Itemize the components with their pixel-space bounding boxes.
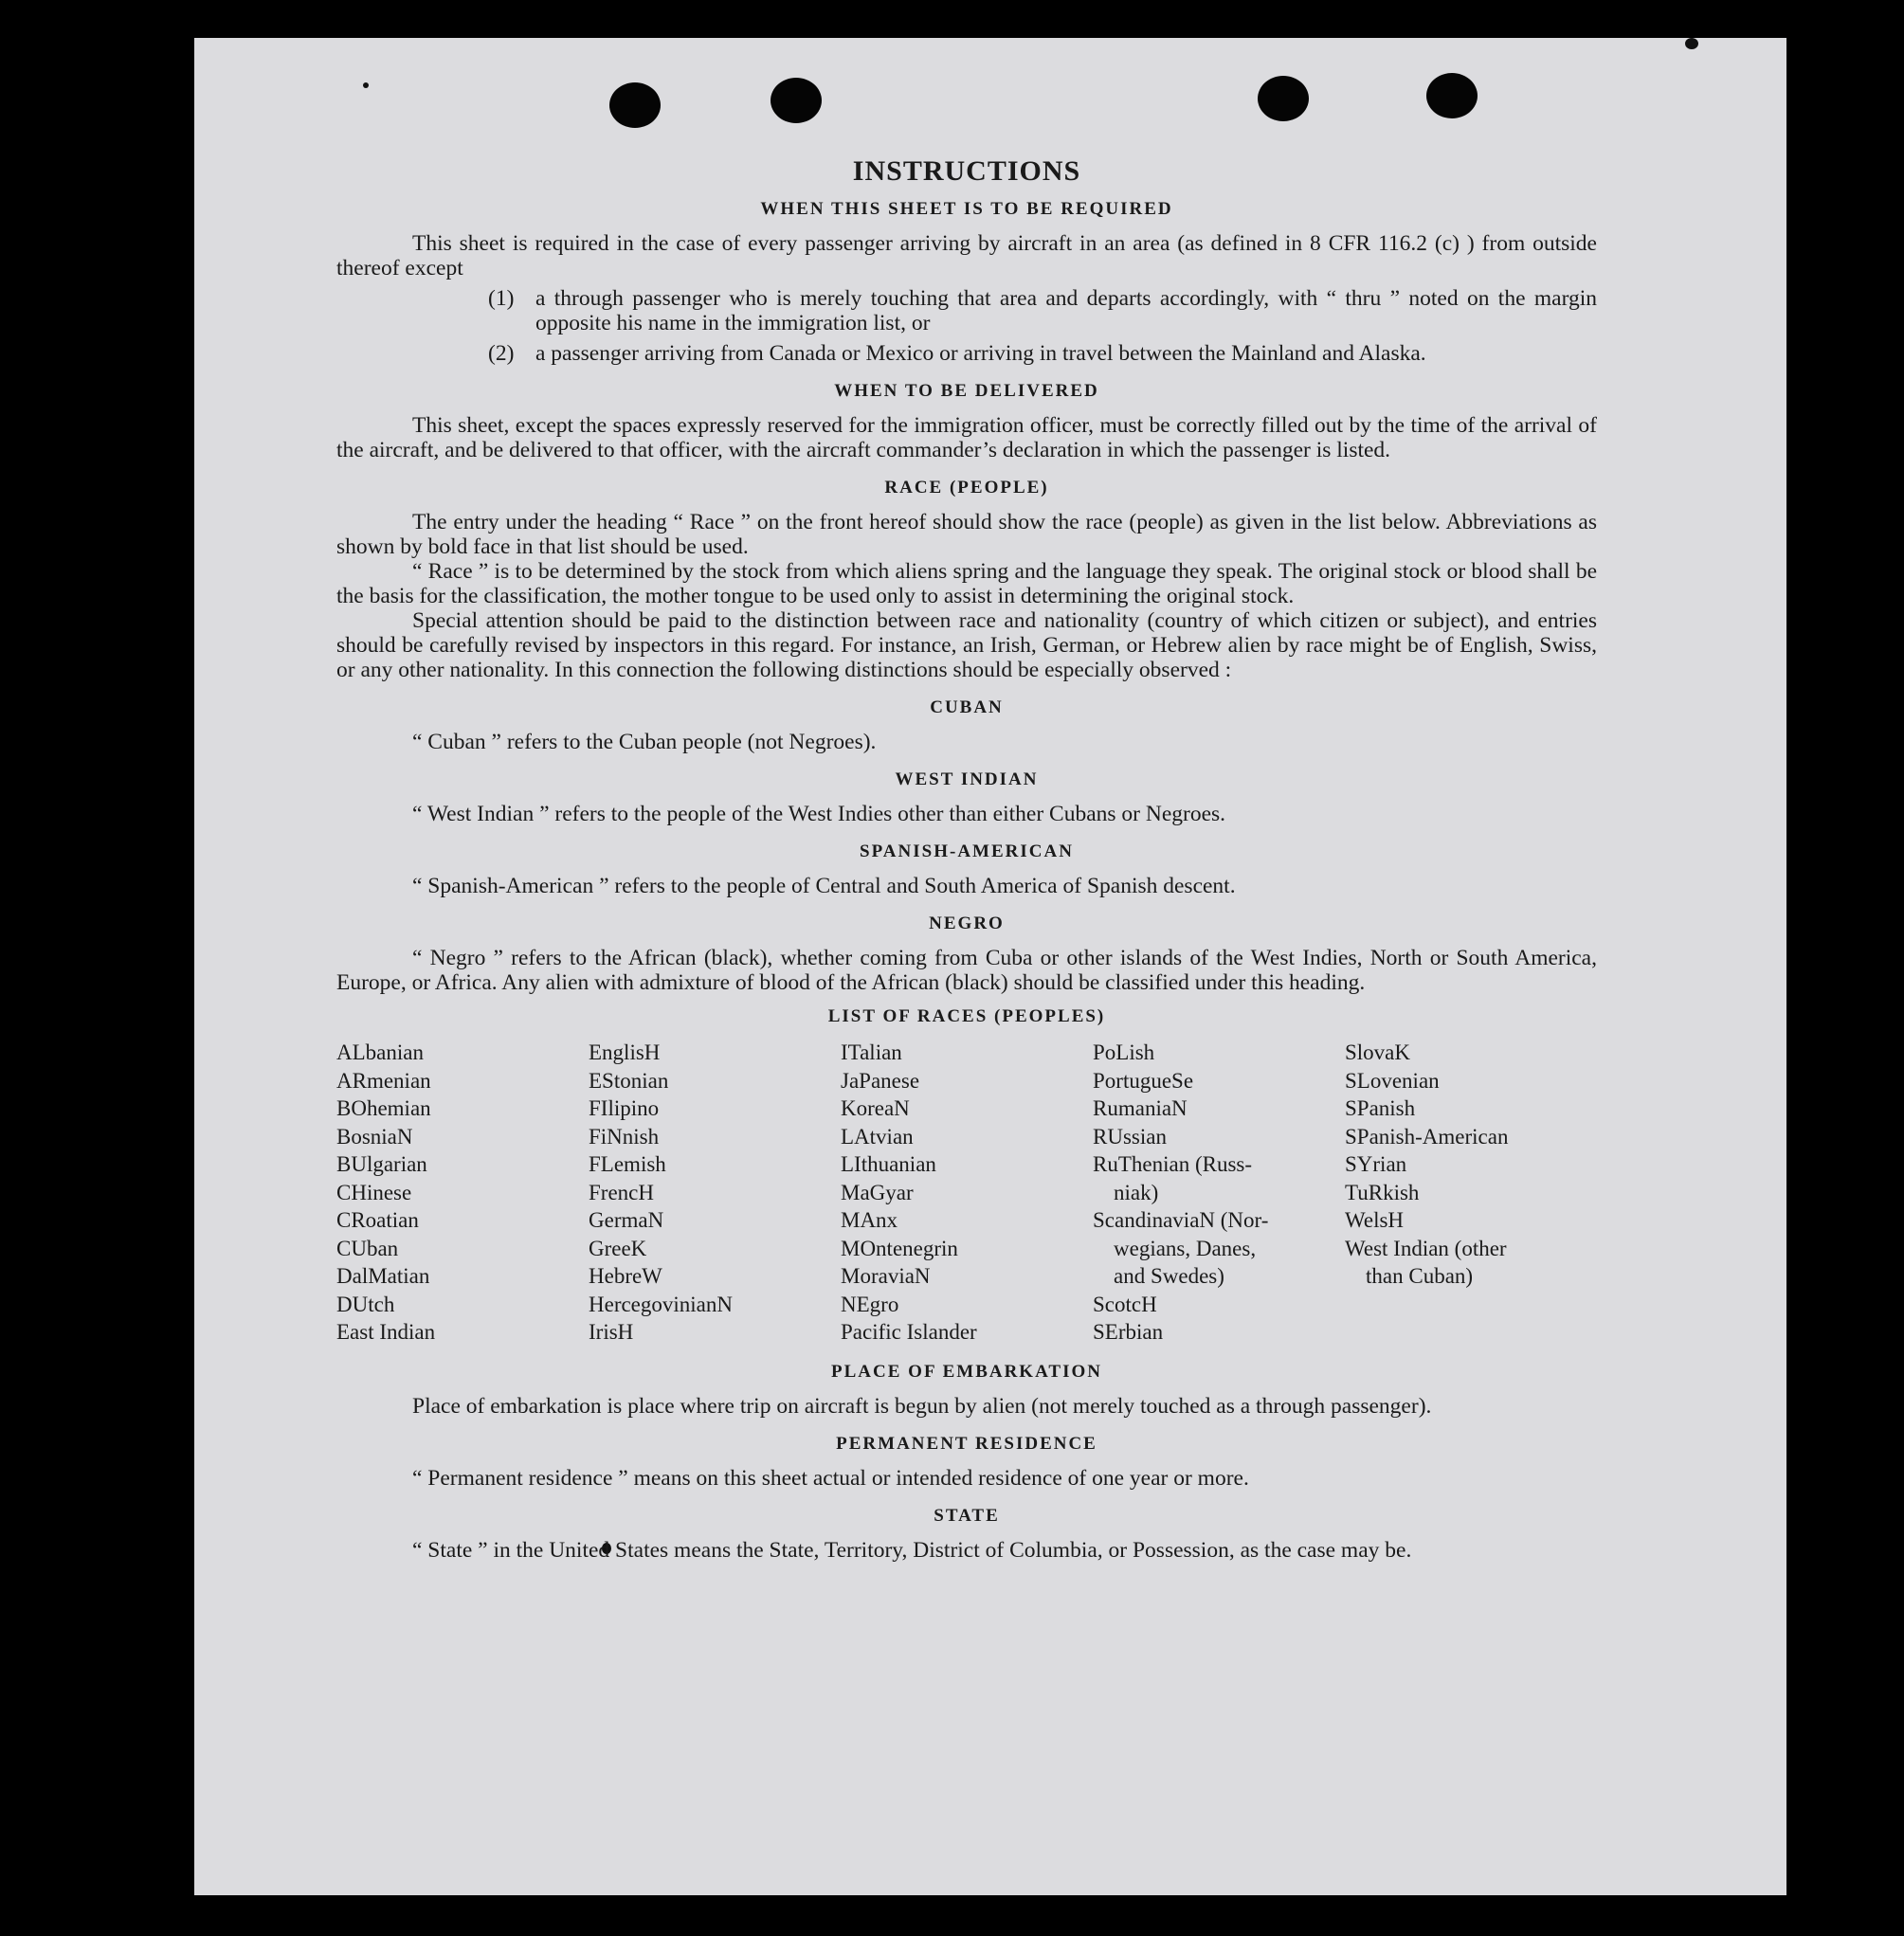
race-entry: SPanish	[1345, 1096, 1416, 1120]
race-entry: LAtvian	[841, 1124, 914, 1149]
race-entry: FiNnish	[589, 1124, 660, 1149]
heading-spanish-american: SPANISH-AMERICAN	[860, 841, 1074, 861]
race-entry: CUban	[336, 1236, 399, 1260]
exception-item	[488, 341, 1597, 366]
punch-hole	[1258, 76, 1309, 121]
heading-cuban: CUBAN	[930, 697, 1004, 717]
race-list	[336, 1039, 1597, 1347]
race-entry: KoreaN	[841, 1096, 910, 1120]
race-entry: and Swedes)	[1114, 1264, 1224, 1288]
race-entry: CRoatian	[336, 1208, 419, 1232]
race-entry: ScotcH	[1093, 1292, 1157, 1316]
speck-mark	[363, 82, 369, 88]
when-required-intro: This sheet is required in the case of every passenger arriving by aircraft in an area (as defined in 8 CFR 116.2 (c) ) from outside thereof except	[336, 231, 1597, 280]
heading-permanent-residence: PERMANENT RESIDENCE	[836, 1433, 1097, 1454]
exception-text: a through passenger who is merely touching that area and departs accordingly, with “ thru ” noted on the margin opposite his name in the immigration list, or	[535, 286, 1597, 335]
race-entry: ScandinaviaN (Nor-	[1093, 1208, 1269, 1232]
heading-west-indian: WEST INDIAN	[895, 769, 1039, 789]
speck-mark	[1685, 38, 1698, 49]
race-entry: ALbanian	[336, 1040, 424, 1064]
race-entry: SLovenian	[1345, 1068, 1440, 1093]
heading-race: RACE (PEOPLE)	[884, 478, 1049, 498]
race-entry: RuThenian (Russ-	[1093, 1152, 1253, 1176]
race-entry: NEgro	[841, 1292, 899, 1316]
race-entry: GermaN	[589, 1208, 664, 1232]
exception-number: (2)	[488, 341, 515, 366]
punch-hole	[1426, 73, 1478, 118]
race-entry: HercegovinianN	[589, 1292, 733, 1316]
instructions-content	[336, 155, 1597, 1563]
race-entry: EStonian	[589, 1068, 669, 1093]
race-entry: CHinese	[336, 1180, 412, 1204]
race-entry: PortugueSe	[1093, 1068, 1194, 1093]
race-entry: SlovaK	[1345, 1040, 1410, 1064]
race-entry: IrisH	[589, 1320, 634, 1344]
race-entry: MoraviaN	[841, 1264, 931, 1288]
race-paragraph-2: “ Race ” is to be determined by the stock from which aliens spring and the language they speak. The original stock or blood shall be the basis for the classification, the mother tongue to be used only to assist in determining the original stock.	[336, 559, 1597, 608]
negro-text: “ Negro ” refers to the African (black), whether coming from Cuba or other islands of the West Indies, North or South America, Europe, or Africa. Any alien with admixture of blood of the African (black) should be classified under this heading.	[336, 946, 1597, 995]
race-entry: ITalian	[841, 1040, 902, 1064]
exception-text: a passenger arriving from Canada or Mexico or arriving in travel between the Mainland and Alaska.	[535, 341, 1426, 366]
punch-hole	[771, 78, 822, 123]
race-entry: TuRkish	[1345, 1180, 1420, 1204]
race-entry: Pacific Islander	[841, 1320, 977, 1344]
heading-when-delivered: WHEN TO BE DELIVERED	[834, 381, 1099, 401]
race-entry: EnglisH	[589, 1040, 661, 1064]
race-column	[1093, 1039, 1345, 1347]
cuban-text: “ Cuban ” refers to the Cuban people (not Negroes).	[412, 730, 877, 754]
race-entry: than Cuban)	[1366, 1264, 1474, 1288]
race-entry: niak)	[1114, 1180, 1159, 1204]
race-column	[336, 1039, 589, 1347]
document-sheet	[194, 38, 1786, 1895]
race-entry: MOntenegrin	[841, 1236, 958, 1260]
race-entry: GreeK	[589, 1236, 647, 1260]
heading-when-required: WHEN THIS SHEET IS TO BE REQUIRED	[760, 199, 1173, 219]
heading-list-of-races: LIST OF RACES (PEOPLES)	[827, 1006, 1106, 1026]
race-entry: BUlgarian	[336, 1152, 427, 1176]
permanent-residence-text: “ Permanent residence ” means on this sheet actual or intended residence of one year or more.	[412, 1465, 1249, 1491]
heading-state: STATE	[934, 1505, 1000, 1526]
race-entry: RumaniaN	[1093, 1096, 1188, 1120]
race-entry: SPanish-American	[1345, 1124, 1509, 1149]
punch-hole	[609, 82, 661, 128]
when-delivered-text: This sheet, except the spaces expressly reserved for the immigration officer, must be correctly filled out by the time of the arrival of the aircraft, and be delivered to that officer, with the aircraft commander’s declaration in which the passenger is listed.	[336, 413, 1597, 462]
race-entry: SErbian	[1093, 1320, 1164, 1344]
race-column	[589, 1039, 841, 1347]
race-entry: JaPanese	[841, 1068, 920, 1093]
spanish-american-text: “ Spanish-American ” refers to the people of Central and South America of Spanish descent.	[412, 874, 1236, 898]
heading-negro: NEGRO	[929, 914, 1005, 933]
race-entry: SYrian	[1345, 1152, 1407, 1176]
race-entry: BosniaN	[336, 1124, 413, 1149]
race-entry: DalMatian	[336, 1264, 430, 1288]
race-entry: ARmenian	[336, 1068, 431, 1093]
heading-embarkation: PLACE OF EMBARKATION	[831, 1361, 1102, 1382]
page-title: INSTRUCTIONS	[852, 155, 1081, 187]
race-entry: FIlipino	[589, 1096, 660, 1120]
race-entry: FrencH	[589, 1180, 654, 1204]
race-entry: wegians, Danes,	[1114, 1236, 1257, 1260]
race-entry: West Indian (other	[1345, 1236, 1507, 1260]
exception-number: (1)	[488, 286, 515, 311]
race-entry: WelsH	[1345, 1208, 1405, 1232]
race-entry: BOhemian	[336, 1096, 431, 1120]
state-text: “ State ” in the United States means the State, Territory, District of Columbia, or Possession, as the case may be.	[412, 1537, 1412, 1563]
race-entry: East Indian	[336, 1320, 436, 1344]
race-paragraph-3: Special attention should be paid to the distinction between race and nationality (country of which citizen or subject), and entries should be carefully revised by inspectors in this regard. For instance, an Irish, German, or Hebrew alien by race might be of English, Swiss, or any other nationality. In this connection the following distinctions should be especially observed :	[336, 608, 1597, 682]
race-entry: DUtch	[336, 1292, 395, 1316]
embarkation-text: Place of embarkation is place where trip on aircraft is begun by alien (not merely touched as a through passenger).	[412, 1393, 1432, 1419]
race-entry: RUssian	[1093, 1124, 1167, 1149]
race-entry: MaGyar	[841, 1180, 914, 1204]
west-indian-text: “ West Indian ” refers to the people of the West Indies other than either Cubans or Negroes.	[412, 802, 1226, 826]
race-entry: PoLish	[1093, 1040, 1155, 1064]
race-entry: HebreW	[589, 1264, 662, 1288]
race-entry: LIthuanian	[841, 1152, 936, 1176]
race-entry: FLemish	[589, 1152, 666, 1176]
race-paragraph-1: The entry under the heading “ Race ” on the front hereof should show the race (people) as given in the list below. Abbreviations as shown by bold face in that list should be used.	[336, 510, 1597, 559]
exception-item	[488, 286, 1597, 335]
race-column	[841, 1039, 1093, 1347]
race-entry: MAnx	[841, 1208, 898, 1232]
race-column	[1345, 1039, 1597, 1347]
